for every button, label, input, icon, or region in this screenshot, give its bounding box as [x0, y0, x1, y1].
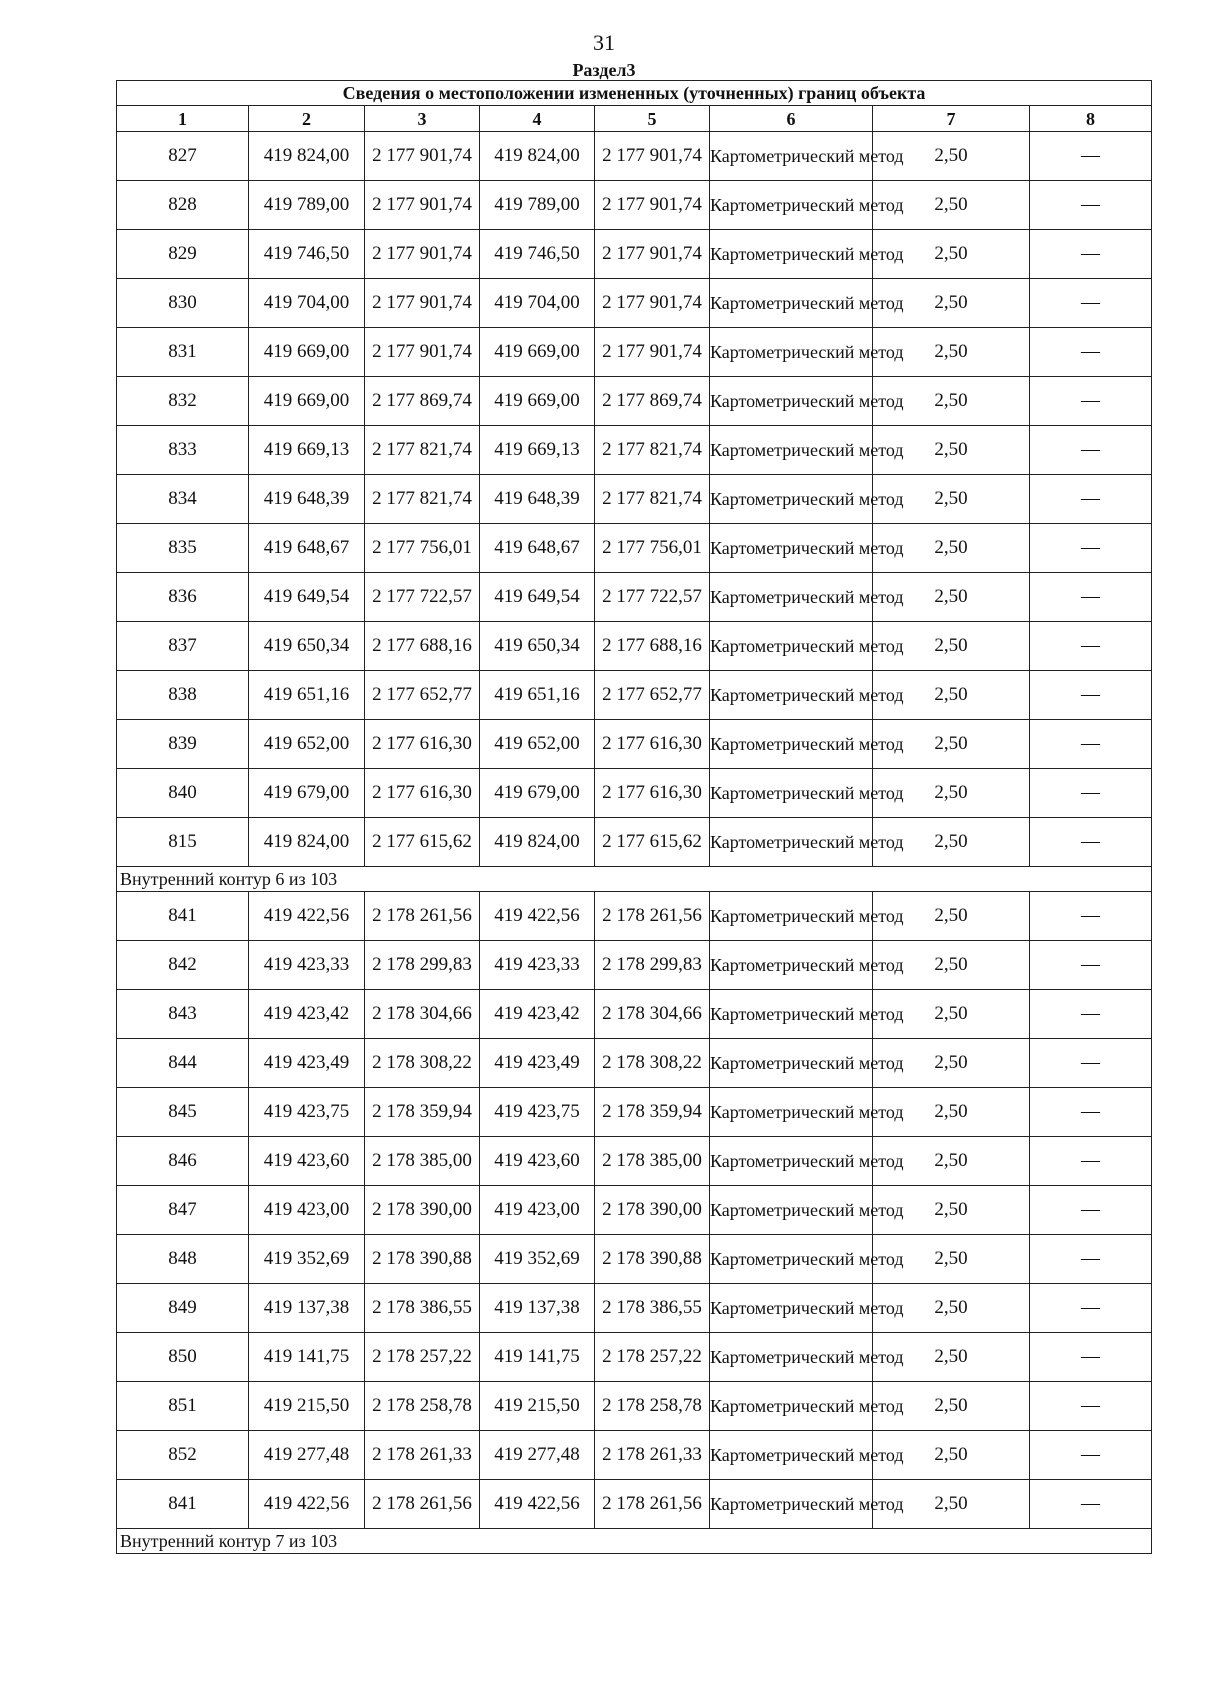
method-cell: Картометрический метод — [710, 1088, 873, 1137]
table-row — [117, 524, 1152, 573]
description-cell: — — [1030, 720, 1152, 769]
y-new-cell: 2 178 304,66 — [595, 990, 710, 1039]
method-cell: Картометрический метод — [710, 230, 873, 279]
description-cell: — — [1030, 1284, 1152, 1333]
x-new-cell: 419 215,50 — [480, 1382, 595, 1431]
point-number-cell: 834 — [117, 475, 249, 524]
y-new-cell: 2 177 616,30 — [595, 720, 710, 769]
y-old-cell: 2 178 308,22 — [365, 1039, 480, 1088]
y-new-cell: 2 178 390,88 — [595, 1235, 710, 1284]
x-old-cell: 419 652,00 — [249, 720, 365, 769]
y-new-cell: 2 177 722,57 — [595, 573, 710, 622]
point-number-cell: 844 — [117, 1039, 249, 1088]
description-cell: — — [1030, 230, 1152, 279]
contour-row — [117, 1529, 1152, 1554]
precision-cell: 2,50 — [873, 279, 1030, 328]
x-old-cell: 419 423,60 — [249, 1137, 365, 1186]
y-new-cell: 2 178 258,78 — [595, 1382, 710, 1431]
y-old-cell: 2 178 359,94 — [365, 1088, 480, 1137]
method-cell: Картометрический метод — [710, 990, 873, 1039]
description-cell: — — [1030, 892, 1152, 941]
table-row — [117, 1137, 1152, 1186]
x-new-cell: 419 422,56 — [480, 1480, 595, 1529]
method-cell: Картометрический метод — [710, 1137, 873, 1186]
y-old-cell: 2 177 616,30 — [365, 720, 480, 769]
description-cell: — — [1030, 1333, 1152, 1382]
point-number-cell: 833 — [117, 426, 249, 475]
y-new-cell: 2 177 821,74 — [595, 426, 710, 475]
y-old-cell: 2 177 722,57 — [365, 573, 480, 622]
y-old-cell: 2 178 261,56 — [365, 892, 480, 941]
y-old-cell: 2 177 756,01 — [365, 524, 480, 573]
x-new-cell: 419 422,56 — [480, 892, 595, 941]
description-cell: — — [1030, 1235, 1152, 1284]
y-new-cell: 2 177 901,74 — [595, 328, 710, 377]
x-old-cell: 419 648,39 — [249, 475, 365, 524]
x-new-cell: 419 669,13 — [480, 426, 595, 475]
y-old-cell: 2 178 299,83 — [365, 941, 480, 990]
y-old-cell: 2 177 869,74 — [365, 377, 480, 426]
table-row — [117, 671, 1152, 720]
x-new-cell: 419 652,00 — [480, 720, 595, 769]
table-row — [117, 941, 1152, 990]
y-new-cell: 2 177 688,16 — [595, 622, 710, 671]
x-old-cell: 419 648,67 — [249, 524, 365, 573]
point-number-cell: 837 — [117, 622, 249, 671]
x-new-cell: 419 669,00 — [480, 328, 595, 377]
y-new-cell: 2 178 359,94 — [595, 1088, 710, 1137]
point-number-cell: 831 — [117, 328, 249, 377]
table-row — [117, 377, 1152, 426]
column-number: 8 — [1030, 106, 1152, 132]
x-old-cell: 419 669,00 — [249, 377, 365, 426]
method-cell: Картометрический метод — [710, 1382, 873, 1431]
x-new-cell: 419 423,60 — [480, 1137, 595, 1186]
y-new-cell: 2 178 385,00 — [595, 1137, 710, 1186]
table-row — [117, 230, 1152, 279]
point-number-cell: 828 — [117, 181, 249, 230]
table-row — [117, 132, 1152, 181]
point-number-cell: 829 — [117, 230, 249, 279]
description-cell: — — [1030, 1480, 1152, 1529]
precision-cell: 2,50 — [873, 524, 1030, 573]
description-cell: — — [1030, 328, 1152, 377]
method-cell: Картометрический метод — [710, 818, 873, 867]
y-new-cell: 2 177 901,74 — [595, 230, 710, 279]
description-cell: — — [1030, 132, 1152, 181]
column-number: 4 — [480, 106, 595, 132]
precision-cell: 2,50 — [873, 328, 1030, 377]
x-old-cell: 419 423,42 — [249, 990, 365, 1039]
contour-label: Внутренний контур 6 из 103 — [117, 867, 1152, 892]
y-new-cell: 2 178 390,00 — [595, 1186, 710, 1235]
point-number-cell: 851 — [117, 1382, 249, 1431]
description-cell: — — [1030, 377, 1152, 426]
description-cell: — — [1030, 818, 1152, 867]
x-new-cell: 419 423,00 — [480, 1186, 595, 1235]
precision-cell: 2,50 — [873, 1333, 1030, 1382]
x-new-cell: 419 651,16 — [480, 671, 595, 720]
y-new-cell: 2 177 652,77 — [595, 671, 710, 720]
point-number-cell: 847 — [117, 1186, 249, 1235]
table-row — [117, 622, 1152, 671]
point-number-cell: 845 — [117, 1088, 249, 1137]
x-old-cell: 419 215,50 — [249, 1382, 365, 1431]
description-cell: — — [1030, 622, 1152, 671]
y-new-cell: 2 177 615,62 — [595, 818, 710, 867]
y-old-cell: 2 178 257,22 — [365, 1333, 480, 1382]
method-cell: Картометрический метод — [710, 1186, 873, 1235]
precision-cell: 2,50 — [873, 1088, 1030, 1137]
y-old-cell: 2 177 616,30 — [365, 769, 480, 818]
point-number-cell: 839 — [117, 720, 249, 769]
point-number-cell: 852 — [117, 1431, 249, 1480]
point-number-cell: 849 — [117, 1284, 249, 1333]
precision-cell: 2,50 — [873, 769, 1030, 818]
precision-cell: 2,50 — [873, 377, 1030, 426]
method-cell: Картометрический метод — [710, 1333, 873, 1382]
column-number: 3 — [365, 106, 480, 132]
precision-cell: 2,50 — [873, 892, 1030, 941]
description-cell: — — [1030, 181, 1152, 230]
x-new-cell: 419 704,00 — [480, 279, 595, 328]
description-cell: — — [1030, 475, 1152, 524]
column-number: 6 — [710, 106, 873, 132]
column-number-row — [117, 106, 1152, 132]
description-cell: — — [1030, 941, 1152, 990]
y-new-cell: 2 178 308,22 — [595, 1039, 710, 1088]
x-new-cell: 419 423,49 — [480, 1039, 595, 1088]
precision-cell: 2,50 — [873, 671, 1030, 720]
y-old-cell: 2 177 688,16 — [365, 622, 480, 671]
y-new-cell: 2 177 901,74 — [595, 132, 710, 181]
method-cell: Картометрический метод — [710, 426, 873, 475]
table-row — [117, 279, 1152, 328]
y-old-cell: 2 177 821,74 — [365, 475, 480, 524]
table-row — [117, 990, 1152, 1039]
method-cell: Картометрический метод — [710, 1480, 873, 1529]
precision-cell: 2,50 — [873, 1480, 1030, 1529]
table-row — [117, 426, 1152, 475]
description-cell: — — [1030, 524, 1152, 573]
point-number-cell: 841 — [117, 1480, 249, 1529]
y-new-cell: 2 177 901,74 — [595, 181, 710, 230]
x-new-cell: 419 277,48 — [480, 1431, 595, 1480]
method-cell: Картометрический метод — [710, 475, 873, 524]
table-row — [117, 1088, 1152, 1137]
precision-cell: 2,50 — [873, 132, 1030, 181]
description-cell: — — [1030, 671, 1152, 720]
method-cell: Картометрический метод — [710, 328, 873, 377]
precision-cell: 2,50 — [873, 720, 1030, 769]
column-number: 2 — [249, 106, 365, 132]
precision-cell: 2,50 — [873, 941, 1030, 990]
column-number: 1 — [117, 106, 249, 132]
table-row — [117, 1480, 1152, 1529]
y-old-cell: 2 177 901,74 — [365, 279, 480, 328]
table-row — [117, 1431, 1152, 1480]
table-row — [117, 475, 1152, 524]
point-number-cell: 835 — [117, 524, 249, 573]
precision-cell: 2,50 — [873, 181, 1030, 230]
y-old-cell: 2 178 390,00 — [365, 1186, 480, 1235]
y-new-cell: 2 177 616,30 — [595, 769, 710, 818]
x-old-cell: 419 423,49 — [249, 1039, 365, 1088]
y-old-cell: 2 177 615,62 — [365, 818, 480, 867]
precision-cell: 2,50 — [873, 1382, 1030, 1431]
x-old-cell: 419 423,00 — [249, 1186, 365, 1235]
table-row — [117, 818, 1152, 867]
x-old-cell: 419 137,38 — [249, 1284, 365, 1333]
table-caption-row — [117, 81, 1152, 106]
table-row — [117, 328, 1152, 377]
precision-cell: 2,50 — [873, 1235, 1030, 1284]
column-number: 5 — [595, 106, 710, 132]
method-cell: Картометрический метод — [710, 1235, 873, 1284]
x-old-cell: 419 824,00 — [249, 818, 365, 867]
method-cell: Картометрический метод — [710, 377, 873, 426]
x-new-cell: 419 137,38 — [480, 1284, 595, 1333]
x-new-cell: 419 669,00 — [480, 377, 595, 426]
description-cell: — — [1030, 1186, 1152, 1235]
point-number-cell: 846 — [117, 1137, 249, 1186]
precision-cell: 2,50 — [873, 818, 1030, 867]
y-new-cell: 2 178 386,55 — [595, 1284, 710, 1333]
y-new-cell: 2 177 869,74 — [595, 377, 710, 426]
method-cell: Картометрический метод — [710, 720, 873, 769]
table-row — [117, 181, 1152, 230]
x-new-cell: 419 679,00 — [480, 769, 595, 818]
point-number-cell: 830 — [117, 279, 249, 328]
x-old-cell: 419 824,00 — [249, 132, 365, 181]
section-title: Раздел3 — [572, 60, 636, 80]
x-old-cell: 419 789,00 — [249, 181, 365, 230]
method-cell: Картометрический метод — [710, 524, 873, 573]
y-old-cell: 2 178 385,00 — [365, 1137, 480, 1186]
x-old-cell: 419 704,00 — [249, 279, 365, 328]
x-old-cell: 419 277,48 — [249, 1431, 365, 1480]
precision-cell: 2,50 — [873, 1039, 1030, 1088]
y-old-cell: 2 178 304,66 — [365, 990, 480, 1039]
method-cell: Картометрический метод — [710, 279, 873, 328]
description-cell: — — [1030, 1137, 1152, 1186]
x-new-cell: 419 824,00 — [480, 132, 595, 181]
precision-cell: 2,50 — [873, 1137, 1030, 1186]
y-new-cell: 2 178 261,33 — [595, 1431, 710, 1480]
x-new-cell: 419 141,75 — [480, 1333, 595, 1382]
contour-row — [117, 867, 1152, 892]
method-cell: Картометрический метод — [710, 132, 873, 181]
precision-cell: 2,50 — [873, 475, 1030, 524]
precision-cell: 2,50 — [873, 622, 1030, 671]
y-new-cell: 2 177 901,74 — [595, 279, 710, 328]
y-new-cell: 2 178 257,22 — [595, 1333, 710, 1382]
table-row — [117, 1235, 1152, 1284]
x-old-cell: 419 422,56 — [249, 892, 365, 941]
contour-label: Внутренний контур 7 из 103 — [117, 1529, 1152, 1554]
table-row — [117, 573, 1152, 622]
x-new-cell: 419 423,75 — [480, 1088, 595, 1137]
x-old-cell: 419 649,54 — [249, 573, 365, 622]
point-number-cell: 842 — [117, 941, 249, 990]
point-number-cell: 827 — [117, 132, 249, 181]
x-new-cell: 419 423,33 — [480, 941, 595, 990]
precision-cell: 2,50 — [873, 1284, 1030, 1333]
precision-cell: 2,50 — [873, 1431, 1030, 1480]
table-caption: Сведения о местоположении измененных (уточненных) границ объекта — [117, 81, 1152, 106]
x-new-cell: 419 423,42 — [480, 990, 595, 1039]
x-new-cell: 419 824,00 — [480, 818, 595, 867]
point-number-cell: 843 — [117, 990, 249, 1039]
y-new-cell: 2 178 299,83 — [595, 941, 710, 990]
table-row — [117, 1039, 1152, 1088]
y-old-cell: 2 177 652,77 — [365, 671, 480, 720]
point-number-cell: 841 — [117, 892, 249, 941]
x-old-cell: 419 650,34 — [249, 622, 365, 671]
method-cell: Картометрический метод — [710, 573, 873, 622]
table-row — [117, 1284, 1152, 1333]
x-new-cell: 419 746,50 — [480, 230, 595, 279]
precision-cell: 2,50 — [873, 426, 1030, 475]
method-cell: Картометрический метод — [710, 1284, 873, 1333]
y-new-cell: 2 177 756,01 — [595, 524, 710, 573]
point-number-cell: 815 — [117, 818, 249, 867]
y-old-cell: 2 177 901,74 — [365, 132, 480, 181]
x-old-cell: 419 669,00 — [249, 328, 365, 377]
method-cell: Картометрический метод — [710, 1431, 873, 1480]
y-old-cell: 2 177 901,74 — [365, 328, 480, 377]
method-cell: Картометрический метод — [710, 892, 873, 941]
table-row — [117, 1382, 1152, 1431]
description-cell: — — [1030, 1088, 1152, 1137]
method-cell: Картометрический метод — [710, 941, 873, 990]
y-new-cell: 2 178 261,56 — [595, 1480, 710, 1529]
x-new-cell: 419 650,34 — [480, 622, 595, 671]
precision-cell: 2,50 — [873, 1186, 1030, 1235]
x-new-cell: 419 789,00 — [480, 181, 595, 230]
x-old-cell: 419 423,33 — [249, 941, 365, 990]
x-old-cell: 419 352,69 — [249, 1235, 365, 1284]
description-cell: — — [1030, 990, 1152, 1039]
x-new-cell: 419 648,39 — [480, 475, 595, 524]
point-number-cell: 848 — [117, 1235, 249, 1284]
point-number-cell: 850 — [117, 1333, 249, 1382]
point-number-cell: 838 — [117, 671, 249, 720]
x-old-cell: 419 669,13 — [249, 426, 365, 475]
x-old-cell: 419 422,56 — [249, 1480, 365, 1529]
page-number: 31 — [593, 30, 615, 55]
description-cell: — — [1030, 769, 1152, 818]
table-row — [117, 720, 1152, 769]
point-number-cell: 840 — [117, 769, 249, 818]
point-number-cell: 832 — [117, 377, 249, 426]
x-new-cell: 419 352,69 — [480, 1235, 595, 1284]
description-cell: — — [1030, 279, 1152, 328]
precision-cell: 2,50 — [873, 990, 1030, 1039]
y-new-cell: 2 178 261,56 — [595, 892, 710, 941]
x-new-cell: 419 648,67 — [480, 524, 595, 573]
y-new-cell: 2 177 821,74 — [595, 475, 710, 524]
x-old-cell: 419 746,50 — [249, 230, 365, 279]
method-cell: Картометрический метод — [710, 1039, 873, 1088]
y-old-cell: 2 177 901,74 — [365, 230, 480, 279]
coordinates-table — [116, 80, 1152, 1554]
method-cell: Картометрический метод — [710, 181, 873, 230]
table-row — [117, 892, 1152, 941]
x-old-cell: 419 679,00 — [249, 769, 365, 818]
description-cell: — — [1030, 426, 1152, 475]
point-number-cell: 836 — [117, 573, 249, 622]
y-old-cell: 2 178 258,78 — [365, 1382, 480, 1431]
precision-cell: 2,50 — [873, 573, 1030, 622]
table-row — [117, 769, 1152, 818]
description-cell: — — [1030, 1431, 1152, 1480]
table-row — [117, 1333, 1152, 1382]
y-old-cell: 2 178 386,55 — [365, 1284, 480, 1333]
y-old-cell: 2 177 901,74 — [365, 181, 480, 230]
x-new-cell: 419 649,54 — [480, 573, 595, 622]
y-old-cell: 2 178 390,88 — [365, 1235, 480, 1284]
x-old-cell: 419 423,75 — [249, 1088, 365, 1137]
description-cell: — — [1030, 1039, 1152, 1088]
y-old-cell: 2 177 821,74 — [365, 426, 480, 475]
description-cell: — — [1030, 573, 1152, 622]
y-old-cell: 2 178 261,33 — [365, 1431, 480, 1480]
x-old-cell: 419 651,16 — [249, 671, 365, 720]
method-cell: Картометрический метод — [710, 769, 873, 818]
x-old-cell: 419 141,75 — [249, 1333, 365, 1382]
column-number: 7 — [873, 106, 1030, 132]
table-row — [117, 1186, 1152, 1235]
y-old-cell: 2 178 261,56 — [365, 1480, 480, 1529]
method-cell: Картометрический метод — [710, 622, 873, 671]
description-cell: — — [1030, 1382, 1152, 1431]
precision-cell: 2,50 — [873, 230, 1030, 279]
method-cell: Картометрический метод — [710, 671, 873, 720]
